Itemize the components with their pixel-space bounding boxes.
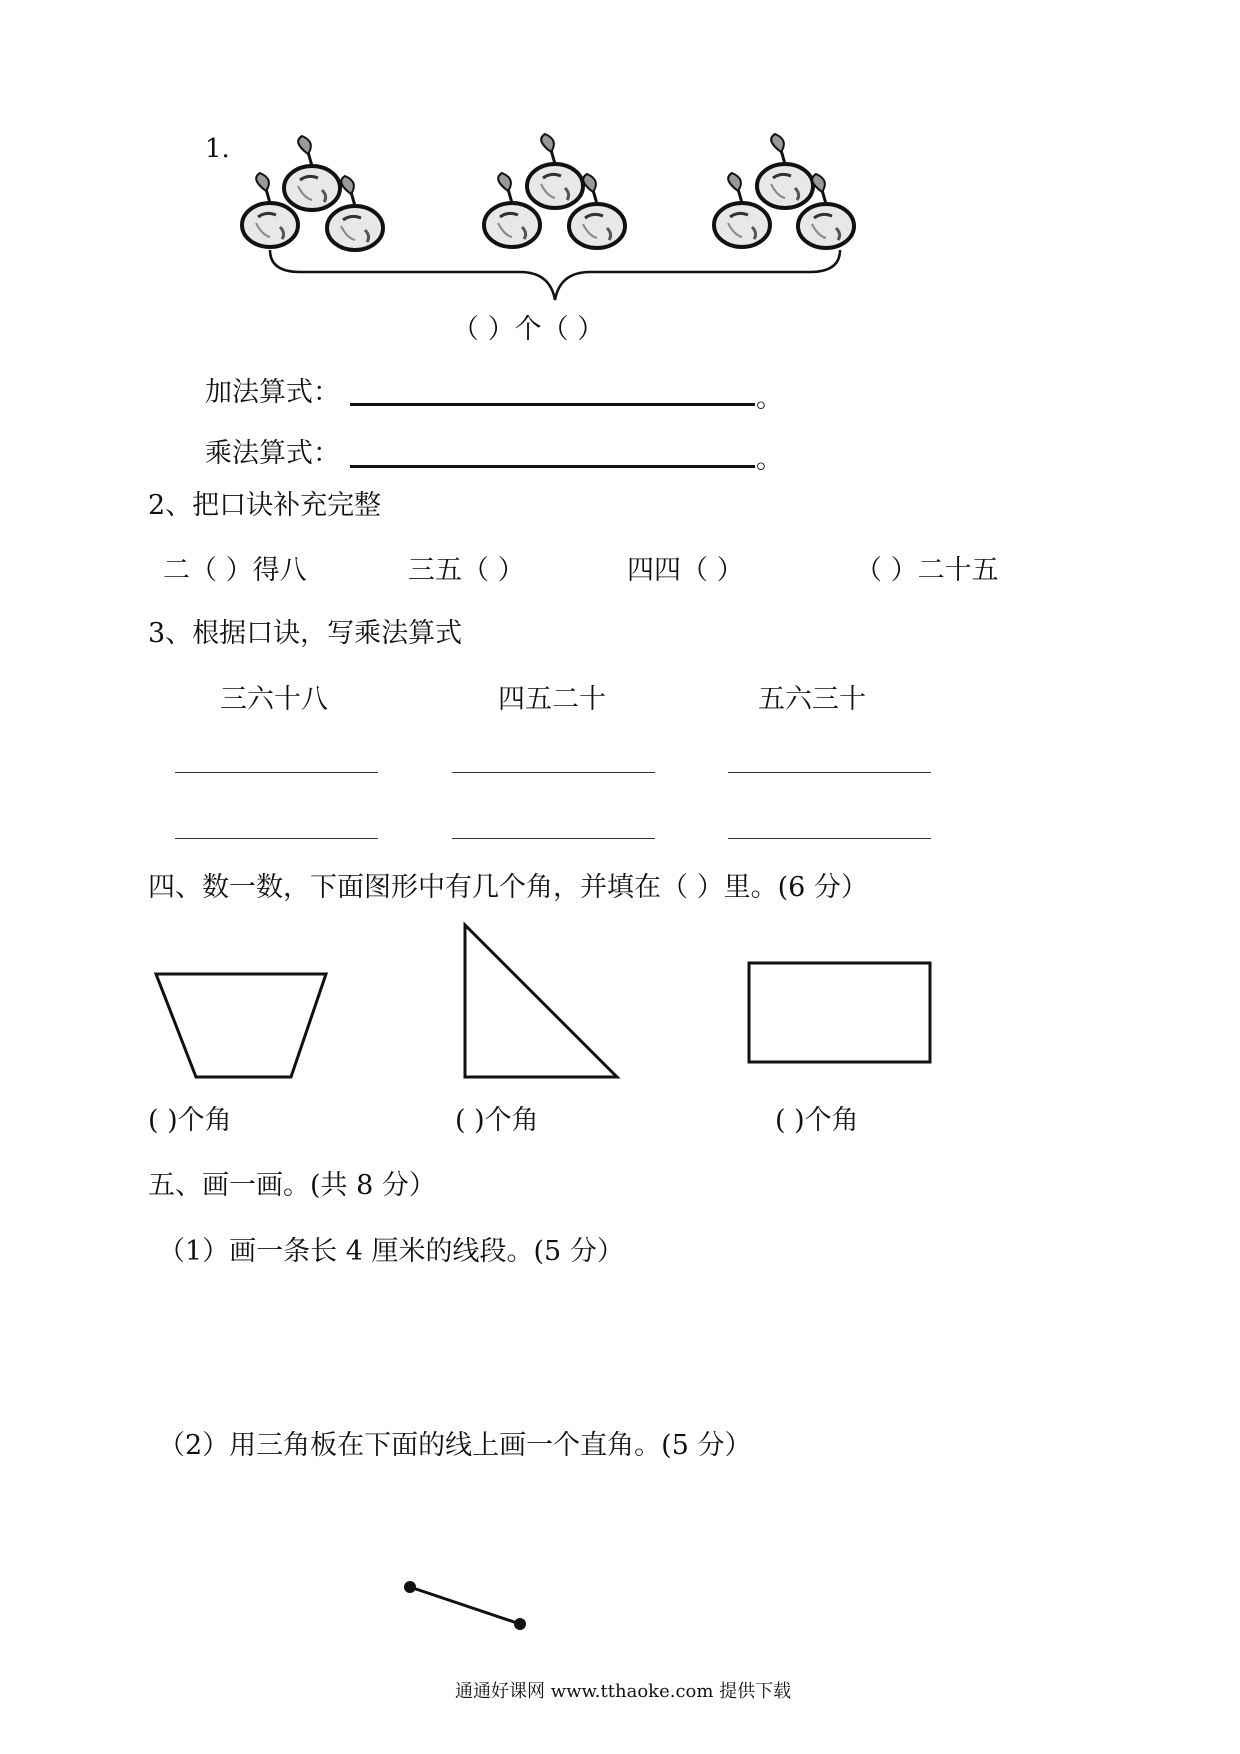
q2-item: 三五（ ）	[408, 555, 525, 586]
q5-part1: （1）画一条长 4 厘米的线段。(5 分）	[158, 1236, 624, 1267]
q2-title: 2、把口诀补充完整	[148, 490, 382, 521]
footer-text: 通通好课网 www.tthaoke.com 提供下载	[455, 1681, 792, 1702]
q1-add-label: 加法算式：	[205, 377, 340, 408]
q1-mul-label: 乘法算式：	[205, 438, 340, 469]
q5-part2: （2）用三角板在下面的线上画一个直角。(5 分）	[158, 1430, 752, 1461]
segment-endpoint	[514, 1618, 526, 1630]
q1-add-period: 。	[756, 383, 783, 414]
q3-item: 四五二十	[498, 684, 606, 715]
q4-answer-trapezoid: ( )个角	[148, 1105, 232, 1136]
segment-endpoint	[404, 1581, 416, 1593]
q5-title: 五、画一画。(共 8 分）	[148, 1170, 436, 1201]
q4-title: 四、数一数，下面图形中有几个角，并填在（ ）里。(6 分）	[148, 872, 868, 903]
q2-item: 四四（ ）	[627, 555, 744, 586]
q3-item: 三六十八	[220, 684, 328, 715]
q2-item: 二（ ）得八	[163, 555, 307, 586]
q3-title: 3、根据口诀，写乘法算式	[148, 618, 463, 649]
q1-brace-caption: （ ）个（ ）	[452, 314, 605, 345]
q3-item: 五六三十	[758, 684, 866, 715]
q4-answer-rectangle: ( )个角	[775, 1105, 859, 1136]
q1-number: 1.	[205, 134, 230, 164]
q1-mul-period: 。	[756, 444, 783, 475]
q2-item: （ ）二十五	[855, 555, 999, 586]
q4-answer-triangle: ( )个角	[455, 1105, 539, 1136]
